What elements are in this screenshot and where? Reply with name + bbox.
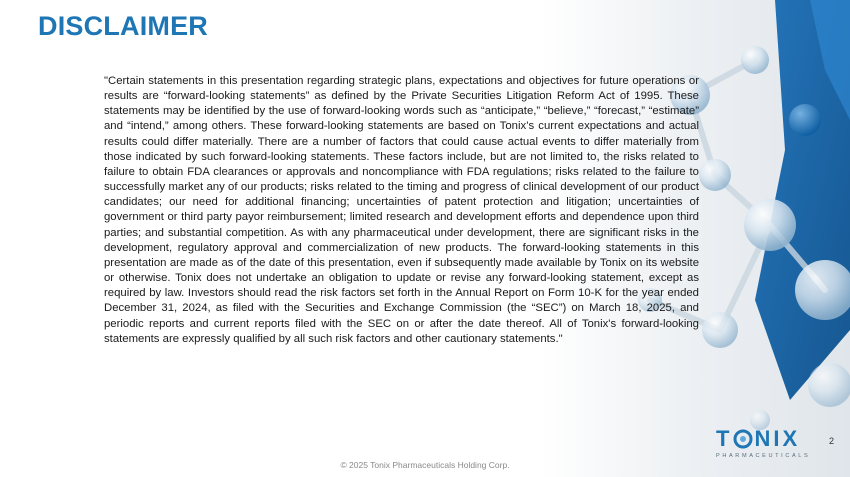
logo-letters-nix: NIX [754, 426, 801, 451]
disclaimer-paragraph: "Certain statements in this presentation regarding strategic plans, expectations and objectives for future operations or results are “forward-looking statements” as defined by the Private Securities Litigation Reform Act of 1995. These statements may be identified by the use of forward-looking words such as “anticipate,” “believe,” “forecast,” “estimate” and “intend,” among others. These forward-looking statements are based on Tonix’s current expectations and actual results could differ materially. There are a number of factors that could cause actual events to differ materially from those indicated by such forward-looking statements. These factors include, but are not limited to, the risks related to failure to obtain FDA clearances or approvals and noncompliance with FDA regulations; risks related to the failure to successfully market any of our products; risks related to the timing and progress of clinical development of our product candidates; our need for additional financing; uncertainties of patent protection and litigation; uncertainties of government or third party payor reimbursement; limited research and development efforts and dependence upon third parties; and substantial competition. As with any pharmaceutical under development, there are significant risks in the development, regulatory approval and commercialization of new products. The forward-looking statements in this presentation are made as of the date of this presentation, even if subsequently made available by Tonix on its website or otherwise. Tonix does not undertake an obligation to update or revise any forward-looking statement, except as required by law. Investors should read the risk factors set forth in the Annual Report on Form 10-K for the year ended December 31, 2024, as filed with the Securities and Exchange Commission (the “SEC”) on March 18, 2025, and periodic reports and current reports filed with the SEC on or after the date thereof. All of Tonix's forward-looking statements are expressly qualified by all such risk factors and other cautionary statements." [104, 75, 699, 345]
copyright-footer: © 2025 Tonix Pharmaceuticals Holding Corp. [340, 460, 510, 470]
logo-wordmark [716, 428, 802, 450]
page-number: 2 [829, 436, 835, 446]
logo-letter-t: T [716, 426, 733, 451]
logo-o-icon [733, 429, 753, 449]
logo-subtitle: PHARMACEUTICALS [716, 453, 811, 459]
tonix-logo [716, 426, 811, 459]
slide-title: DISCLAIMER [38, 11, 208, 41]
